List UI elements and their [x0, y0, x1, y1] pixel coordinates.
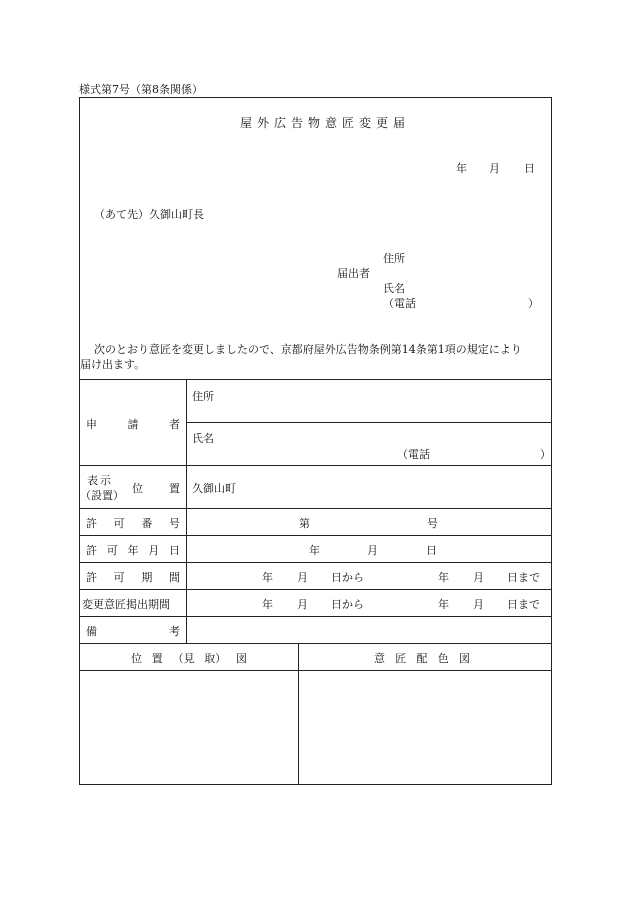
row-rule-permit-date	[79, 535, 552, 536]
notifier-label: 届出者	[337, 267, 370, 280]
applicant-phone-open: （電話	[397, 448, 430, 461]
notice-date-month: 月	[489, 162, 500, 175]
change-period-to-month: 月	[473, 598, 484, 611]
applicant-split-rule	[186, 422, 552, 423]
location-map-label: 位 置 （見 取） 図	[131, 652, 247, 665]
notifier-phone-close: ）	[528, 297, 539, 310]
permit-period-to-day: 日まで	[507, 571, 540, 584]
row-rule-change-period	[79, 589, 552, 590]
form-number: 様式第7号（第8条関係）	[79, 83, 203, 96]
permit-period-from-day: 日から	[331, 571, 364, 584]
location-value: 久御山町	[192, 482, 236, 495]
permit-date-month: 月	[367, 544, 378, 557]
permit-period-from-month: 月	[297, 571, 308, 584]
change-period-label: 変更意匠掲出期間	[82, 598, 170, 611]
applicant-label: 申 請 者	[86, 418, 180, 431]
form-title	[240, 114, 411, 131]
display-label-top: 表 示	[87, 474, 111, 487]
location-label: 位 置	[132, 482, 180, 495]
permit-date-day: 日	[426, 544, 437, 557]
row-rule-maps	[79, 643, 552, 644]
notifier-address-label: 住所	[383, 252, 405, 265]
form-title-text: 屋外広告物意匠変更届	[240, 116, 411, 130]
applicant-phone-close: ）	[540, 448, 551, 461]
change-period-to-day: 日まで	[507, 598, 540, 611]
applicant-address-label: 住所	[192, 390, 214, 403]
color-map-label: 意 匠 配 色 図	[374, 652, 470, 665]
addressee: （あて先）久御山町長	[94, 208, 204, 221]
body-line-1: 次のとおり意匠を変更しましたので、京都府屋外広告物条例第14条第1項の規定により	[94, 343, 522, 356]
label-column-rule	[186, 379, 187, 643]
change-period-from-year: 年	[262, 598, 273, 611]
row-rule-permit-number	[79, 508, 552, 509]
change-period-from-month: 月	[297, 598, 308, 611]
display-label-bottom: （設置）	[80, 489, 124, 502]
permit-number-label: 許 可 番 号	[86, 517, 180, 530]
permit-date-year: 年	[309, 544, 320, 557]
change-period-to-year: 年	[438, 598, 449, 611]
notice-date-year: 年	[456, 162, 467, 175]
permit-number-prefix: 第	[299, 517, 310, 530]
change-period-from-day: 日から	[331, 598, 364, 611]
permit-period-to-month: 月	[473, 571, 484, 584]
remarks-label: 備 考	[86, 625, 180, 638]
table-top-rule	[79, 379, 552, 380]
notifier-phone-open: （電話	[383, 297, 416, 310]
color-map-area[interactable]	[299, 671, 551, 784]
permit-period-from-year: 年	[262, 571, 273, 584]
location-map-area[interactable]	[80, 671, 297, 784]
body-line-2: 届け出ます。	[80, 358, 146, 371]
permit-period-label: 許 可 期 間	[86, 571, 180, 584]
notifier-name-label: 氏名	[383, 282, 405, 295]
row-rule-remarks	[79, 616, 552, 617]
permit-period-to-year: 年	[438, 571, 449, 584]
applicant-name-label: 氏名	[192, 432, 214, 445]
permit-number-suffix: 号	[427, 517, 438, 530]
permit-date-label: 許 可 年 月 日	[86, 544, 180, 557]
row-rule-display	[79, 465, 552, 466]
notice-date-day: 日	[524, 162, 535, 175]
row-rule-permit-period	[79, 562, 552, 563]
